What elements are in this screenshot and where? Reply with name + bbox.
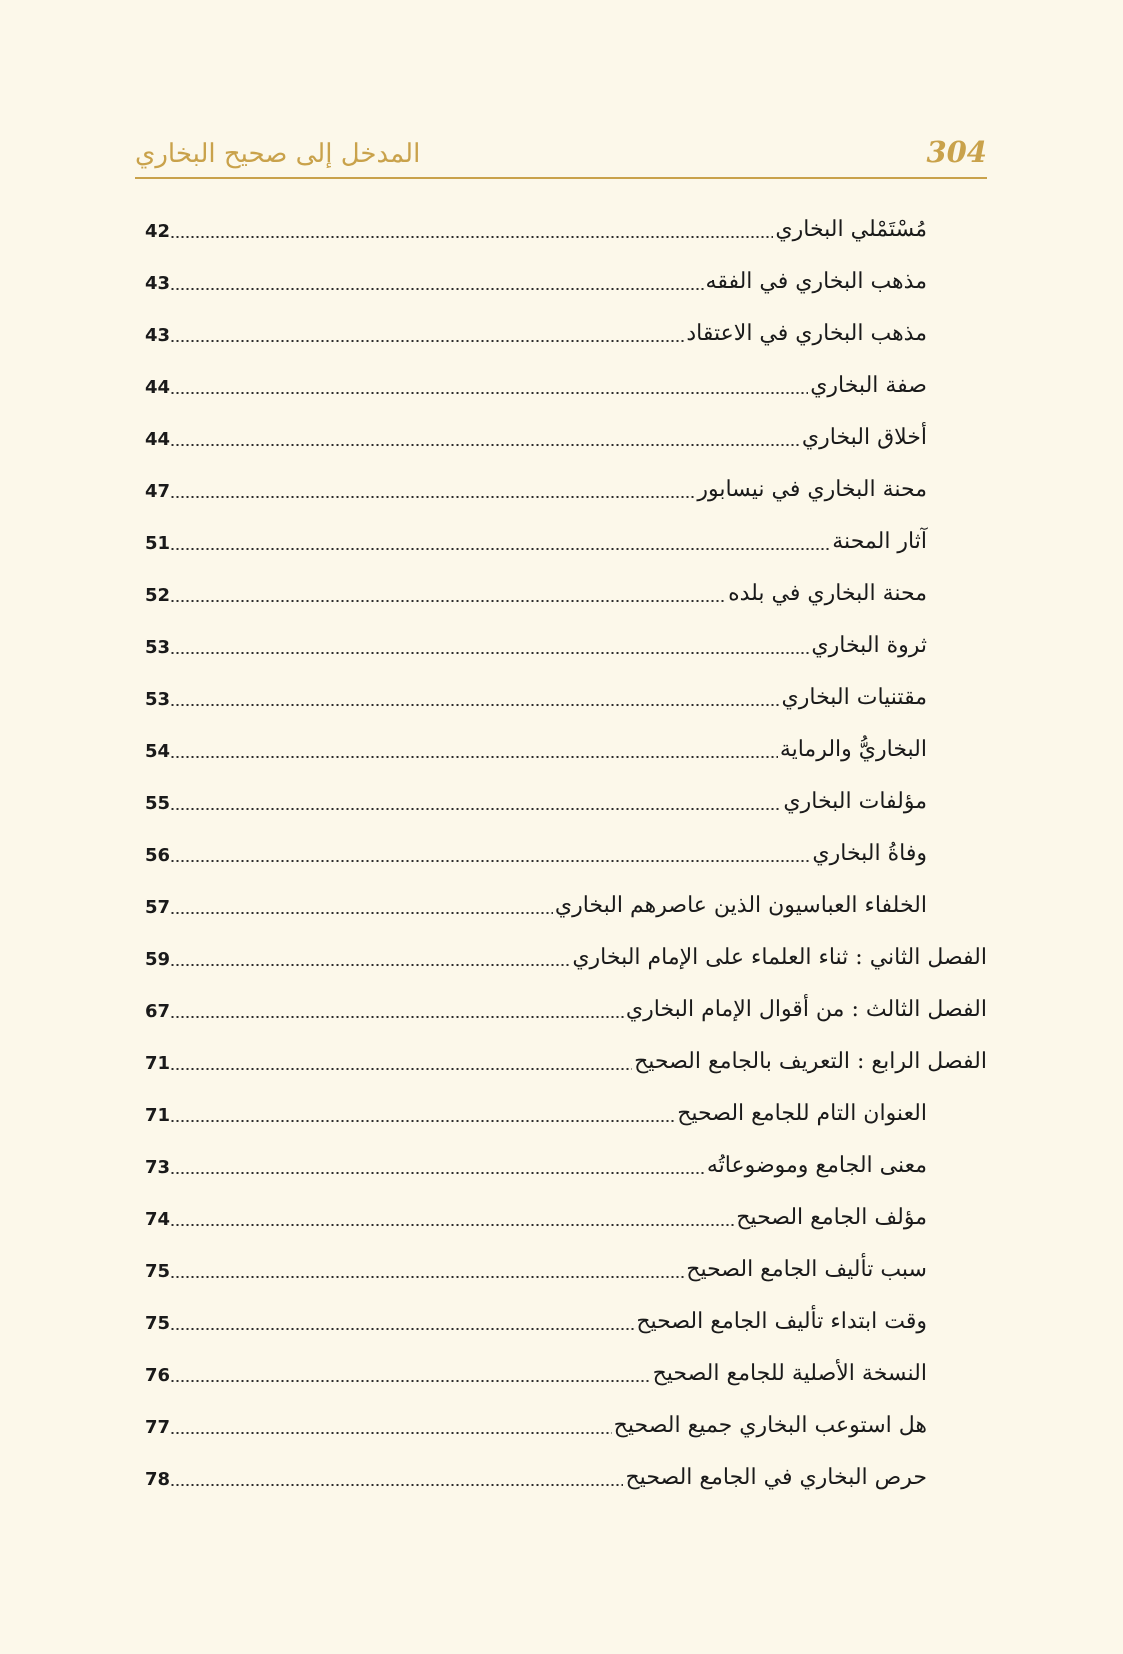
toc-entry[interactable] xyxy=(145,1348,927,1400)
toc-entry[interactable] xyxy=(145,828,927,880)
toc-entry-page: 51 xyxy=(145,533,171,554)
dot-leader xyxy=(170,964,570,966)
toc-entry-title: الفصل الثالث : من أقوال الإمام البخاري xyxy=(625,997,987,1022)
toc-entry[interactable] xyxy=(145,672,927,724)
toc-entry-page: 43 xyxy=(145,325,171,346)
dot-leader xyxy=(170,1484,623,1486)
toc-entry-page: 44 xyxy=(145,377,171,398)
toc-entry-title: وفاةُ البخاري xyxy=(812,841,927,866)
page-number: 304 xyxy=(926,135,987,169)
toc-entry[interactable] xyxy=(145,932,987,984)
toc-entry-title: محنة البخاري في بلده xyxy=(728,581,927,606)
toc-entry-page: 42 xyxy=(145,221,171,242)
dot-leader xyxy=(170,1016,624,1018)
toc-entry-title: الفصل الثاني : ثناء العلماء على الإمام البخاري xyxy=(572,945,987,970)
dot-leader xyxy=(170,1432,612,1434)
toc-entry[interactable] xyxy=(145,1088,927,1140)
table-of-contents xyxy=(145,204,987,1504)
dot-leader xyxy=(170,444,800,446)
toc-entry[interactable] xyxy=(145,880,927,932)
toc-entry-page: 56 xyxy=(145,845,171,866)
header-rule xyxy=(135,177,987,179)
toc-entry[interactable] xyxy=(145,516,927,568)
toc-entry-title: العنوان التام للجامع الصحيح xyxy=(677,1101,927,1126)
dot-leader xyxy=(170,808,781,810)
toc-entry-page: 71 xyxy=(145,1105,171,1126)
toc-entry-page: 52 xyxy=(145,585,171,606)
dot-leader xyxy=(170,236,773,238)
toc-entry-page: 75 xyxy=(145,1261,171,1282)
toc-entry-title: مُسْتَمْلي البخاري xyxy=(775,217,927,242)
toc-entry-page: 44 xyxy=(145,429,171,450)
toc-entry-page: 55 xyxy=(145,793,171,814)
toc-entry-page: 67 xyxy=(145,1001,171,1022)
dot-leader xyxy=(170,860,810,862)
toc-entry-title: البخاريُّ والرماية xyxy=(779,737,927,762)
toc-entry-title: مؤلف الجامع الصحيح xyxy=(736,1205,927,1230)
dot-leader xyxy=(170,652,809,654)
dot-leader xyxy=(170,548,830,550)
dot-leader xyxy=(170,704,779,706)
toc-entry-page: 74 xyxy=(145,1209,171,1230)
toc-entry-page: 54 xyxy=(145,741,171,762)
toc-entry[interactable] xyxy=(145,1244,927,1296)
toc-entry-title: مذهب البخاري في الفقه xyxy=(705,269,927,294)
toc-entry-page: 43 xyxy=(145,273,171,294)
dot-leader xyxy=(170,392,808,394)
toc-entry[interactable] xyxy=(145,1296,927,1348)
dot-leader xyxy=(170,288,703,290)
toc-entry-page: 78 xyxy=(145,1469,171,1490)
dot-leader xyxy=(170,1276,684,1278)
toc-entry-page: 73 xyxy=(145,1157,171,1178)
toc-entry-title: معنى الجامع وموضوعاتُه xyxy=(706,1153,927,1178)
dot-leader xyxy=(170,1224,734,1226)
toc-entry[interactable] xyxy=(145,984,987,1036)
toc-entry-page: 57 xyxy=(145,897,171,918)
toc-entry-title: صفة البخاري xyxy=(810,373,927,398)
toc-entry-title: آثار المحنة xyxy=(832,529,927,554)
toc-entry-title: وقت ابتداء تأليف الجامع الصحيح xyxy=(636,1309,927,1334)
running-title: المدخل إلى صحيح البخاري xyxy=(135,139,421,169)
dot-leader xyxy=(170,496,695,498)
dot-leader xyxy=(170,912,553,914)
toc-entry-title: حرص البخاري في الجامع الصحيح xyxy=(625,1465,927,1490)
page-header xyxy=(135,132,987,180)
toc-entry[interactable] xyxy=(145,620,927,672)
toc-entry[interactable] xyxy=(145,308,927,360)
toc-entry-title: محنة البخاري في نيسابور xyxy=(697,477,927,502)
toc-entry-title: مذهب البخاري في الاعتقاد xyxy=(686,321,927,346)
dot-leader xyxy=(170,1328,634,1330)
toc-entry[interactable] xyxy=(145,204,927,256)
toc-entry-page: 77 xyxy=(145,1417,171,1438)
dot-leader xyxy=(170,1120,675,1122)
toc-entry-title: أخلاق البخاري xyxy=(801,425,927,450)
dot-leader xyxy=(170,1068,632,1070)
toc-entry-page: 59 xyxy=(145,949,171,970)
toc-entry-title: مؤلفات البخاري xyxy=(783,789,927,814)
toc-entry-title: مقتنيات البخاري xyxy=(781,685,927,710)
toc-entry-page: 53 xyxy=(145,637,171,658)
dot-leader xyxy=(170,1380,651,1382)
toc-entry[interactable] xyxy=(145,1400,927,1452)
toc-entry[interactable] xyxy=(145,1140,927,1192)
toc-entry[interactable] xyxy=(145,724,927,776)
dot-leader xyxy=(170,1172,705,1174)
toc-entry-title: الفصل الرابع : التعريف بالجامع الصحيح xyxy=(634,1049,987,1074)
toc-entry[interactable] xyxy=(145,256,927,308)
toc-entry-page: 53 xyxy=(145,689,171,710)
toc-entry[interactable] xyxy=(145,1192,927,1244)
toc-entry-title: سبب تأليف الجامع الصحيح xyxy=(686,1257,927,1282)
toc-entry-page: 76 xyxy=(145,1365,171,1386)
toc-entry[interactable] xyxy=(145,464,927,516)
dot-leader xyxy=(170,600,726,602)
toc-entry-page: 75 xyxy=(145,1313,171,1334)
dot-leader xyxy=(170,340,684,342)
dot-leader xyxy=(170,756,778,758)
toc-entry[interactable] xyxy=(145,412,927,464)
toc-entry-page: 71 xyxy=(145,1053,171,1074)
toc-entry-title: هل استوعب البخاري جميع الصحيح xyxy=(613,1413,927,1438)
toc-entry[interactable] xyxy=(145,1452,927,1504)
toc-entry-title: الخلفاء العباسيون الذين عاصرهم البخاري xyxy=(554,893,927,918)
toc-entry[interactable] xyxy=(145,776,927,828)
toc-entry[interactable] xyxy=(145,1036,987,1088)
toc-entry[interactable] xyxy=(145,568,927,620)
toc-entry-page: 47 xyxy=(145,481,171,502)
toc-entry-title: النسخة الأصلية للجامع الصحيح xyxy=(652,1361,927,1386)
toc-entry[interactable] xyxy=(145,360,927,412)
toc-entry-title: ثروة البخاري xyxy=(811,633,927,658)
